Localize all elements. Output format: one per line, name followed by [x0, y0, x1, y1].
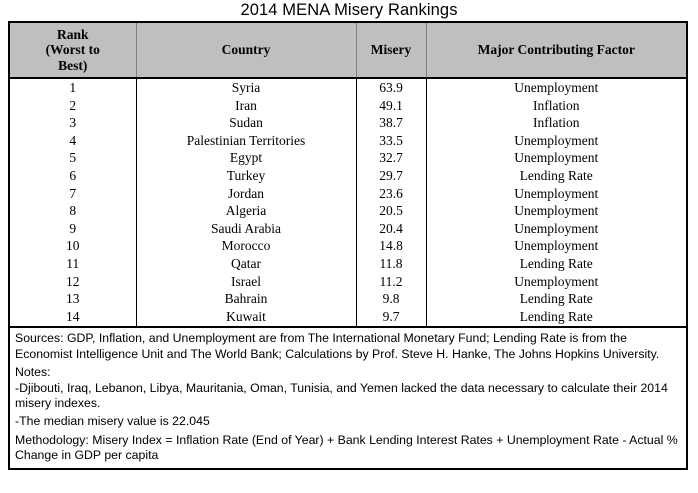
page-title: 2014 MENA Misery Rankings — [240, 1, 458, 19]
cell-country: Kuwait — [136, 308, 356, 327]
cell-country: Palestinian Territories — [136, 132, 356, 150]
cell-factor: Lending Rate — [426, 308, 686, 327]
column-header-rank-line3: Best) — [58, 57, 88, 73]
cell-rank: 2 — [69, 97, 77, 113]
cell-misery: 20.5 — [356, 202, 426, 220]
cell-rank: 9 — [69, 220, 77, 236]
cell-rank: 7 — [69, 185, 77, 201]
footer-notes-label: Notes: — [15, 365, 51, 380]
table-row — [10, 237, 686, 255]
cell-rank: 11 — [66, 255, 80, 271]
cell-country: Saudi Arabia — [136, 220, 356, 238]
column-header-rank — [10, 23, 136, 78]
cell-misery: 49.1 — [356, 97, 426, 115]
cell-misery: 9.8 — [356, 290, 426, 308]
cell-rank: 14 — [66, 308, 80, 324]
cell-factor: Lending Rate — [426, 167, 686, 185]
footer-sources: Sources: GDP, Inflation, and Unemployment are from The International Monetary Fund; Lending Rate is from the Economist Intelligence Unit and The World Bank; Calculations by Prof. Steve H. Hanke, The Johns Hopkins University. — [15, 331, 660, 361]
column-header-factor: Major Contributing Factor — [426, 23, 686, 78]
footer-note-1: -Djibouti, Iraq, Lebanon, Libya, Mauritania, Oman, Tunisia, and Yemen lacked the data necessary to calculate their 2014 misery indexes. — [15, 380, 668, 410]
cell-rank: 1 — [69, 80, 77, 95]
column-header-misery: Misery — [356, 23, 426, 78]
cell-misery: 20.4 — [356, 220, 426, 238]
cell-factor: Unemployment — [426, 149, 686, 167]
cell-factor: Unemployment — [426, 202, 686, 220]
footer-methodology: Methodology: Misery Index = Inflation Rate (End of Year) + Bank Lending Interest Rates + Unemployment Rate - Actual % Change in GDP per capita — [15, 432, 678, 463]
cell-misery: 63.9 — [356, 78, 426, 97]
cell-factor: Unemployment — [426, 220, 686, 238]
table-row — [10, 202, 686, 220]
cell-rank: 13 — [66, 291, 80, 307]
cell-factor: Unemployment — [426, 78, 686, 97]
cell-country: Syria — [136, 78, 356, 97]
footer-notes — [10, 328, 686, 467]
table-row — [10, 308, 686, 327]
header-row — [10, 23, 686, 78]
cell-country: Iran — [136, 97, 356, 115]
cell-country: Bahrain — [136, 290, 356, 308]
misery-table-container — [8, 21, 688, 470]
cell-country: Turkey — [136, 167, 356, 185]
table-row — [10, 273, 686, 291]
cell-rank: 12 — [66, 273, 80, 289]
cell-misery: 29.7 — [356, 167, 426, 185]
cell-factor: Unemployment — [426, 132, 686, 150]
cell-misery: 23.6 — [356, 185, 426, 203]
cell-factor: Inflation — [426, 114, 686, 132]
table-row — [10, 167, 686, 185]
cell-factor: Inflation — [426, 97, 686, 115]
table-row — [10, 185, 686, 203]
cell-country: Israel — [136, 273, 356, 291]
cell-rank: 4 — [69, 132, 77, 148]
table-row — [10, 220, 686, 238]
column-header-rank-line1: Rank — [56, 26, 89, 42]
table-row — [10, 97, 686, 115]
table-body — [10, 78, 686, 326]
column-header-rank-line2: (Worst to — [45, 42, 100, 58]
cell-rank: 10 — [66, 238, 80, 254]
column-header-country: Country — [136, 23, 356, 78]
cell-misery: 11.2 — [356, 273, 426, 291]
table-row — [10, 114, 686, 132]
cell-misery: 9.7 — [356, 308, 426, 327]
cell-factor: Unemployment — [426, 185, 686, 203]
table-row — [10, 290, 686, 308]
cell-country: Jordan — [136, 185, 356, 203]
cell-country: Algeria — [136, 202, 356, 220]
table-row — [10, 149, 686, 167]
cell-country: Egypt — [136, 149, 356, 167]
table-row — [10, 255, 686, 273]
misery-rankings-table — [10, 23, 686, 326]
cell-factor: Lending Rate — [426, 255, 686, 273]
cell-country: Sudan — [136, 114, 356, 132]
table-row — [10, 78, 686, 97]
cell-misery: 38.7 — [356, 114, 426, 132]
table-row — [10, 132, 686, 150]
cell-rank: 8 — [69, 203, 77, 219]
cell-misery: 11.8 — [356, 255, 426, 273]
cell-factor: Unemployment — [426, 273, 686, 291]
cell-misery: 32.7 — [356, 149, 426, 167]
cell-misery: 14.8 — [356, 237, 426, 255]
cell-rank: 3 — [69, 115, 77, 131]
cell-misery: 33.5 — [356, 132, 426, 150]
cell-rank: 6 — [69, 167, 77, 183]
footer-note-2: -The median misery value is 22.045 — [15, 414, 210, 429]
cell-country: Qatar — [136, 255, 356, 273]
cell-factor: Unemployment — [426, 237, 686, 255]
cell-factor: Lending Rate — [426, 290, 686, 308]
cell-country: Morocco — [136, 237, 356, 255]
table-header — [10, 23, 686, 78]
cell-rank: 5 — [69, 150, 77, 166]
